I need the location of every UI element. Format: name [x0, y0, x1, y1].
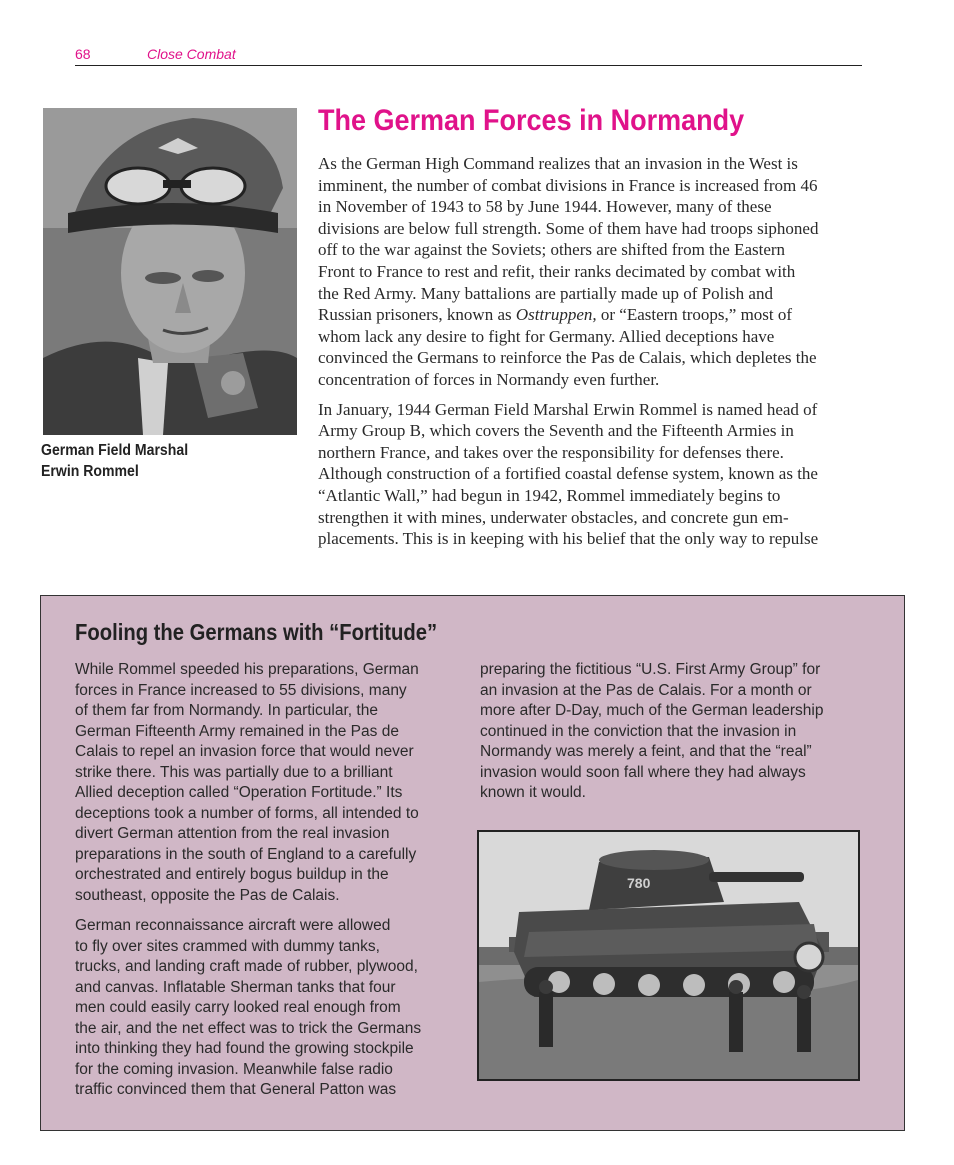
caption-line: Erwin Rommel	[41, 463, 139, 480]
text-line: whom lack any desire to fight for Germany. Allied deceptions have	[318, 326, 775, 346]
sidebar-right-column	[480, 660, 865, 814]
caption-line: German Field Marshal	[41, 442, 189, 459]
text-line: of them far from Normandy. In particular, the	[75, 702, 378, 719]
text-line: in November of 1943 to 58 by June 1944. However, many of these	[318, 197, 772, 217]
text-line: Front to France to rest and refit, their ranks decimated by combat with	[318, 261, 796, 281]
text-line: continued in the conviction that the invasion in	[480, 722, 797, 740]
text-line: Although construction of a fortified coastal defense system, known as the	[318, 464, 818, 484]
text-line: “Atlantic Wall,” had begun in 1942, Rommel immediately begins to	[318, 485, 781, 505]
text-line: strengthen it with mines, underwater obstacles, and concrete gun em-	[318, 507, 789, 527]
text-line: southeast, opposite the Pas de Calais.	[75, 886, 340, 904]
text-line: forces in France increased to 55 divisions, many	[75, 681, 407, 699]
inflatable-tank-photo	[477, 830, 860, 1081]
text-segment: or “Eastern troops,” most of	[600, 305, 793, 325]
article-title: The German Forces in Normandy	[318, 104, 745, 137]
text-line: and canvas. Inflatable Sherman tanks that four	[75, 978, 396, 996]
text-line: more after D-Day, much of the German leadership	[480, 702, 824, 719]
text-line: trucks, and landing craft made of rubber, plywood,	[75, 958, 418, 975]
text-line: imminent, the number of combat divisions in France is increased from 46	[318, 175, 818, 195]
text-line: traffic convinced them that General Patton was	[75, 1081, 397, 1098]
text-line: to fly over sites crammed with dummy tanks,	[75, 937, 380, 955]
text-line: men could easily carry looked real enough from	[75, 999, 401, 1016]
portrait-caption	[41, 440, 261, 482]
article-paragraph	[318, 153, 878, 391]
tank-marking: 780	[627, 875, 651, 891]
italic-term: Osttruppen,	[515, 305, 597, 325]
sidebar-paragraph	[75, 916, 460, 1101]
text-line: preparing the fictitious “U.S. First Army Group” for	[480, 661, 821, 678]
sidebar-title: Fooling the Germans with “Fortitude”	[75, 619, 438, 645]
sidebar-left-column	[75, 660, 460, 1111]
text-line: concentration of forces in Normandy even further.	[318, 369, 660, 389]
article-body	[318, 153, 878, 558]
text-line: As the German High Command realizes that an invasion in the West is	[318, 154, 798, 173]
text-line: known it would.	[480, 784, 586, 801]
text-line: deceptions took a number of forms, all intended to	[75, 804, 419, 822]
page-number: 68	[75, 46, 91, 62]
text-line: convinced the Germans to reinforce the Pas de Calais, which depletes the	[318, 348, 817, 368]
text-line: While Rommel speeded his preparations, German	[75, 661, 419, 678]
text-line: In January, 1944 German Field Marshal Erwin Rommel is named head of	[318, 399, 818, 419]
running-title: Close Combat	[147, 46, 236, 62]
text-line: German reconnaissance aircraft were allowed	[75, 917, 391, 934]
text-line: orchestrated and entirely bogus buildup in the	[75, 866, 389, 883]
text-line: for the coming invasion. Meanwhile false radio	[75, 1060, 393, 1078]
text-line: the Red Army. Many battalions are partially made up of Polish and	[318, 283, 773, 303]
text-line: Allied deception called “Operation Fortitude.” Its	[75, 784, 403, 801]
text-line: Normandy was merely a feint, and that the “real”	[480, 743, 812, 760]
text-line: German Fifteenth Army remained in the Pas de	[75, 722, 399, 740]
text-line: Calais to repel an invasion force that would never	[75, 743, 414, 760]
sidebar-paragraph	[75, 660, 460, 906]
header-rule	[75, 65, 862, 66]
text-line: placements. This is in keeping with his belief that the only way to repulse	[318, 529, 819, 549]
tank-illustration	[479, 832, 858, 1079]
text-line: strike there. This was partially due to a brilliant	[75, 763, 393, 781]
text-line: divisions are below full strength. Some of them have had troops siphoned	[318, 218, 819, 238]
text-line: Army Group B, which covers the Seventh and the Fifteenth Armies in	[318, 421, 794, 441]
sidebar-paragraph	[480, 660, 865, 804]
text-line	[318, 304, 878, 326]
text-line: northern France, and takes over the responsibility for defenses there.	[318, 442, 784, 462]
text-line: the air, and the net effect was to trick the Germans	[75, 1019, 422, 1037]
article-paragraph	[318, 399, 878, 550]
text-line: invasion would soon fall where they had always	[480, 763, 806, 781]
text-line: off to the war against the Soviets; others are shifted from the Eastern	[318, 240, 786, 260]
text-segment: Russian prisoners, known as	[318, 305, 512, 325]
rommel-portrait-photo	[43, 108, 297, 435]
text-line: divert German attention from the real invasion	[75, 825, 390, 842]
text-line: an invasion at the Pas de Calais. For a month or	[480, 681, 812, 699]
text-line: preparations in the south of England to a carefully	[75, 845, 417, 863]
portrait-illustration	[43, 108, 297, 435]
text-line: into thinking they had found the growing stockpile	[75, 1040, 414, 1057]
